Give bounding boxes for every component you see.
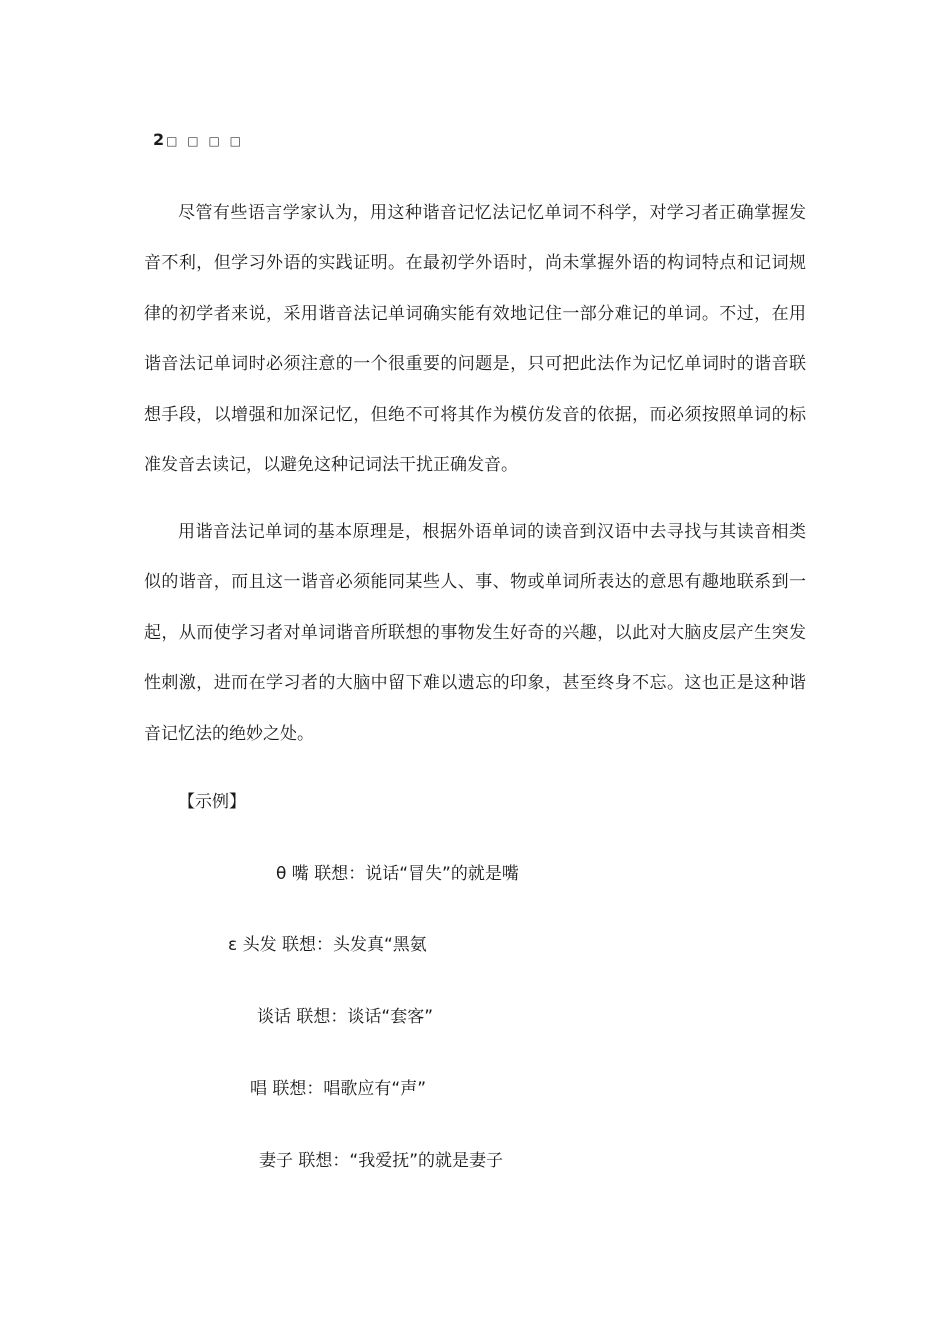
- example-item: θ 嘴 联想：说话“冒失”的就是嘴: [276, 864, 519, 884]
- example-item: 谈话 联想：谈话“套客”: [257, 1007, 434, 1027]
- section-heading: [153, 129, 244, 152]
- section-number: 2: [153, 130, 165, 149]
- example-label: 【示例】: [178, 792, 246, 812]
- example-item: ε 头发 联想：头发真“黑氨: [228, 935, 427, 955]
- paragraph-1: 尽管有些语言学家认为，用这种谐音记忆法记忆单词不科学，对学习者正确掌握发音不利，但学习外语的实践证明。在最初学外语时，尚未掌握外语的构词特点和记词规律的初学者来说，采用谐音法记单词确实能有效地记住一部分难记的单词。不过，在用谐音法记单词时必须注意的一个很重要的问题是，只可把此法作为记忆单词时的谐音联想手段，以增强和加深记忆，但绝不可将其作为模仿发音的依据，而必须按照单词的标准发音去读记，以避免这种记词法干扰正确发音。: [144, 203, 806, 476]
- paragraph-2: 用谐音法记单词的基本原理是，根据外语单词的读音到汉语中去寻找与其读音相类似的谐音，而且这一谐音必须能同某些人、事、物或单词所表达的意思有趣地联系到一起，从而使学习者对单词谐音所联想的事物发生好奇的兴趣，以此对大脑皮层产生突发性刺激，进而在学习者的大脑中留下难以遗忘的印象，甚至终身不忘。这也正是这种谐音记忆法的绝妙之处。: [144, 522, 806, 744]
- example-item: 唱 联想：唱歌应有“声”: [250, 1079, 427, 1099]
- section-title-missing-glyphs: □ □ □ □: [166, 134, 244, 148]
- example-item: 妻子 联想：“我爱抚”的就是妻子: [259, 1151, 504, 1171]
